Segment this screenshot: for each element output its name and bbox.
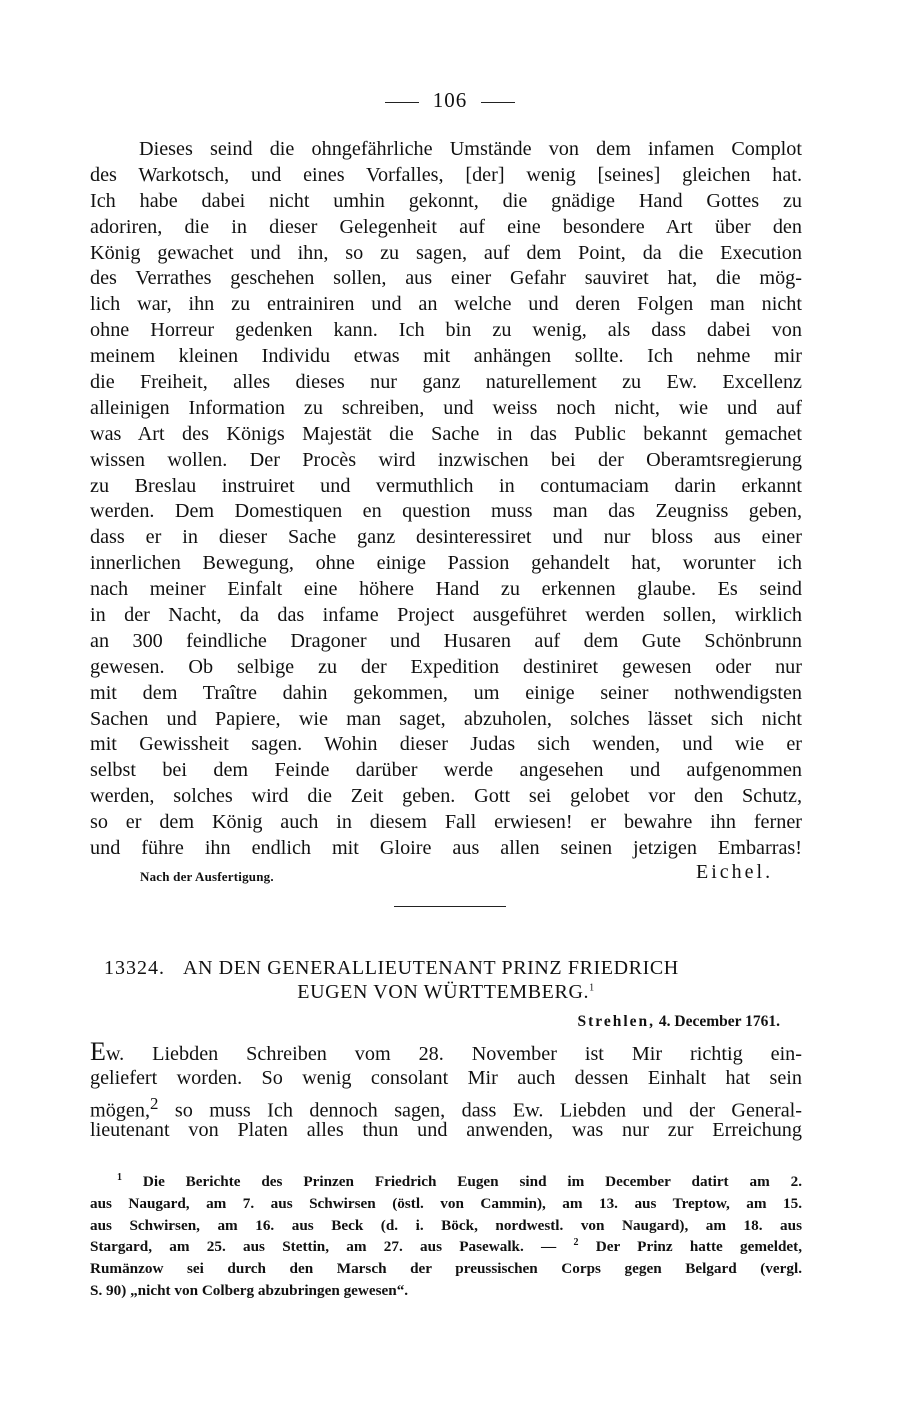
heading-line-1 <box>90 956 802 980</box>
footnote-mark: 2 <box>150 1094 159 1113</box>
footnote-line: Rumänzow sei durch den Marsch der preussischen Corps gegen Belgard (vergl. <box>90 1260 802 1278</box>
letter-body <box>90 1039 802 1143</box>
initial-letter: E <box>90 1037 106 1066</box>
dateline-date: 4. December 1761. <box>658 1013 780 1030</box>
body-line: an 300 feindliche Dragoner und Husaren auf dem Gute Schönbrunn <box>90 629 802 652</box>
body-line: nach meiner Einfalt eine höhere Hand zu erkennen glaube. Es seind <box>90 578 802 601</box>
body-line: selbst bei dem Feinde darüber werde angesehen und aufgenommen <box>90 759 802 782</box>
body-line: Dieses seind die ohngefährliche Umstände von dem infamen Complot <box>139 138 802 160</box>
heading-text-2: EUGEN VON WÜRTTEMBERG. <box>297 981 590 1003</box>
footnote-line: S. 90) „nicht von Colberg abzubringen gewesen“. <box>90 1281 409 1299</box>
body-line: Sachen und Papiere, wie man saget, abzuholen, solches lässet sich nicht <box>90 707 802 730</box>
footnote-line <box>90 1171 802 1193</box>
footnote-text: Die Berichte des Prinzen Friedrich Eugen sind im December datirt am 2. <box>142 1173 802 1190</box>
body-line: lich war, ihn zu entrainiren und an welche und deren Folgen man nicht <box>90 293 802 316</box>
dateline <box>90 1013 780 1031</box>
body-line: zu Breslau instruiret und vermuthlich in contumaciam darin erkannt <box>90 474 802 497</box>
body-line: werden, solches wird die Zeit geben. Gott sei gelobet vor den Schutz, <box>90 785 802 808</box>
letter-body-continued <box>90 137 802 862</box>
body-line: wissen wollen. Der Procès wird inzwischen bei der Oberamtsregierung <box>90 448 802 471</box>
body-line: mit Gewissheit sagen. Wohin dieser Judas sich wenden, und wie er <box>90 733 802 756</box>
letter-line: lieutenant von Platen alles thun und anwenden, was nur zur Erreichung <box>90 1119 802 1141</box>
header-dash-left <box>385 102 419 103</box>
page-number: 106 <box>432 88 468 112</box>
footnotes <box>90 1171 802 1302</box>
header-dash-right <box>481 102 515 103</box>
letter-line-text: mögen, <box>90 1099 150 1122</box>
body-line: des Verrathes geschehen sollen, aus einer Gefahr sauviret hat, die mög- <box>90 267 802 290</box>
body-line: so er dem König auch in diesem Fall erwiesen! er bewahre ihn ferner <box>90 811 802 834</box>
body-line: und führe ihn endlich mit Gloire aus allen seinen jetzigen Embarras! <box>90 837 802 860</box>
footnote-line <box>90 1236 802 1258</box>
footnote-line: aus Schwirsen, am 16. aus Beck (d. i. Böck, nordwestl. von Naugard), am 18. aus <box>90 1216 802 1234</box>
letter-line <box>90 1039 802 1065</box>
footnote-text: Der Prinz hatte gemeldet, <box>595 1238 802 1256</box>
letter-line-text: so muss Ich dennoch sagen, dass Ew. Liebden und der General- <box>158 1099 802 1122</box>
letter-line-text: w. Liebden Schreiben vom 28. November ist Mir richtig ein- <box>105 1043 802 1065</box>
body-line: innerlichen Bewegung, ohne einige Passion gehandelt hat, worunter ich <box>90 552 802 575</box>
footnote-mark: 1 <box>117 1171 122 1183</box>
letter-number: 13324. <box>104 957 165 979</box>
footnote-mark: 2 <box>573 1237 579 1249</box>
footnote-line: aus Naugard, am 7. aus Schwirsen (östl. von Cammin), am 13. aus Treptow, am 15. <box>90 1194 802 1212</box>
letter-heading <box>90 956 802 1004</box>
body-line: gewesen. Ob selbige zu der Expedition destiniret gewesen oder nur <box>90 655 802 678</box>
heading-line-2 <box>90 980 802 1004</box>
body-line: werden. Dem Domestiquen en question muss man das Zeugniss geben, <box>90 500 802 523</box>
letter-line: geliefert worden. So wenig consolant Mir auch dessen Einhalt hat sein <box>90 1067 802 1089</box>
source-note: Nach der Ausfertigung. <box>140 869 274 884</box>
body-line: meinem kleinen Individu etwas mit anhängen sollte. Ich nehme mir <box>90 345 802 368</box>
body-line: König gewachet und ihn, so zu sagen, auf dem Point, da die Execution <box>90 241 802 264</box>
dateline-place: Strehlen, <box>577 1013 656 1030</box>
body-line: alleinigen Information zu schreiben, und weiss noch nicht, wie und auf <box>90 396 802 419</box>
footnote-mark: 1 <box>589 982 595 994</box>
body-line: mit dem Traître dahin gekommen, um einige seiner nothwendigsten <box>90 681 802 704</box>
section-divider <box>394 906 506 907</box>
body-line: Ich habe dabei nicht umhin gekonnt, die gnädige Hand Gottes zu <box>90 189 802 212</box>
body-line: des Warkotsch, und eines Vorfalles, [der] wenig [seines] gleichen hat. <box>90 163 802 186</box>
heading-text-1: AN DEN GENERALLIEUTENANT PRINZ FRIEDRICH <box>183 957 679 979</box>
page-number-header <box>0 88 900 113</box>
footnote-text: Stargard, am 25. aus Stettin, am 27. aus Pasewalk. — <box>90 1238 557 1256</box>
signature: Eichel. <box>696 861 774 883</box>
body-line: ohne Horreur gedenken kann. Ich bin zu wenig, als dass dabei von <box>90 319 802 342</box>
body-line: dass er in dieser Sache ganz desinteressiret und nur bloss aus einer <box>90 526 802 549</box>
body-line: adoriren, die in dieser Gelegenheit auf eine besondere Art über den <box>90 215 802 238</box>
body-line: die Freiheit, alles dieses nur ganz naturellement zu Ew. Excellenz <box>90 371 802 394</box>
body-line: in der Nacht, da das infame Project ausgeführet werden sollen, wirklich <box>90 604 802 627</box>
letter-line <box>90 1091 802 1122</box>
body-line: was Art des Königs Majestät die Sache in das Public bekannt gemachet <box>90 422 802 445</box>
